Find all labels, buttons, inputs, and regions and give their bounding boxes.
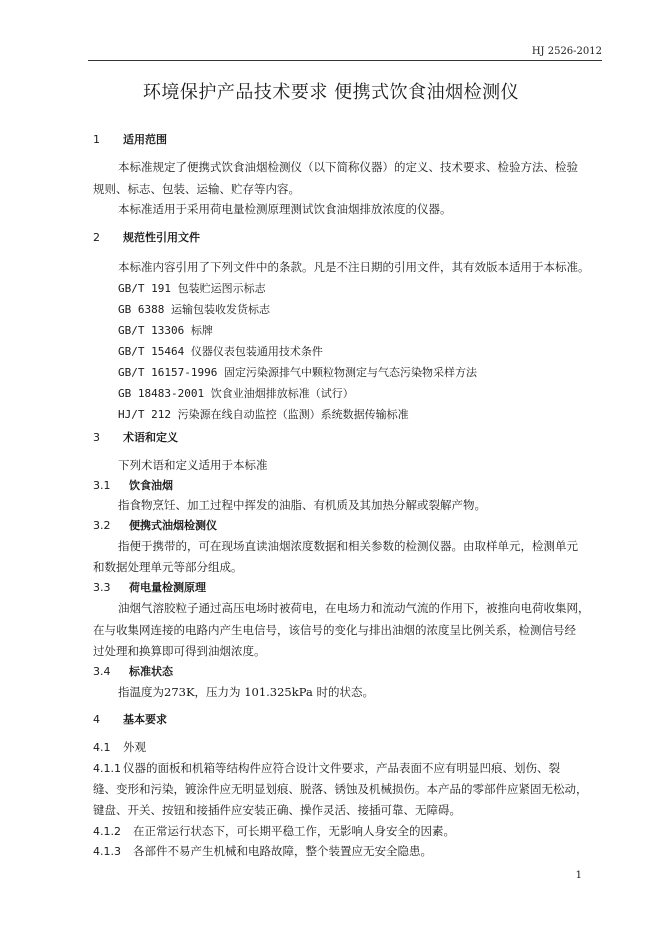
term-3-4-heading <box>93 666 173 677</box>
clause-text: 各部件不易产生机械和电路故障，整个装置应无安全隐患。 <box>133 844 432 858</box>
definition-line: 指温度为273K，压力为 101.325kPa 时的状态。 <box>118 685 374 699</box>
section-2-heading <box>93 232 200 243</box>
page-number: 1 <box>575 870 582 881</box>
clause-number: 4.1.2 <box>93 825 121 838</box>
term-title: 标准状态 <box>129 665 173 678</box>
section-title: 适用范围 <box>123 133 167 146</box>
definition-line: 和数据处理单元等部分组成。 <box>93 560 243 574</box>
reference-item: GB/T 13306 标牌 <box>118 324 213 337</box>
section-title: 基本要求 <box>123 713 167 726</box>
term-title: 荷电量检测原理 <box>129 581 206 594</box>
term-number: 3.2 <box>93 519 111 532</box>
definition-line: 过处理和换算即可得到油烟浓度。 <box>93 644 266 658</box>
term-3-3-heading <box>93 582 206 593</box>
reference-item: GB 18483-2001 饮食业油烟排放标准（试行） <box>118 387 354 400</box>
term-3-1-heading <box>93 480 173 491</box>
section-number: 1 <box>93 133 100 146</box>
paragraph-line: 规则、标志、包装、运输、贮存等内容。 <box>93 182 300 196</box>
subsection-4-1-heading <box>93 742 146 754</box>
document-title: 环境保护产品技术要求 便携式饮食油烟检测仪 <box>142 82 520 103</box>
clause-number: 4.1.1 <box>93 762 121 775</box>
reference-item: GB/T 16157-1996 固定污染源排气中颗粒物测定与气态污染物采样方法 <box>118 366 477 379</box>
reference-item: HJ/T 212 污染源在线自动监控（监测）系统数据传输标准 <box>118 408 409 421</box>
paragraph-line: 下列术语和定义适用于本标准 <box>118 458 268 472</box>
clause-4-1-3 <box>93 846 432 858</box>
section-4-heading <box>93 714 167 725</box>
paragraph-line: 本标准规定了便携式饮食油烟检测仪（以下简称仪器）的定义、技术要求、检验方法、检验 <box>118 160 578 174</box>
term-number: 3.3 <box>93 581 111 594</box>
definition-line: 在与收集网连接的电路内产生电信号，该信号的变化与排出油烟的浓度呈比例关系，检测信号经 <box>93 623 576 637</box>
term-3-2-heading <box>93 520 217 531</box>
clause-4-1-1 <box>93 763 560 775</box>
clause-text: 在正常运行状态下，可长期平稳工作，无影响人身安全的因素。 <box>133 824 455 838</box>
section-number: 2 <box>93 231 100 244</box>
header-rule <box>88 60 602 61</box>
term-number: 3.1 <box>93 479 111 492</box>
definition-line: 指便于携带的，可在现场直读油烟浓度数据和相关参数的检测仪器。由取样单元，检测单元 <box>118 539 578 553</box>
section-1-heading <box>93 134 167 145</box>
term-title: 饮食油烟 <box>129 479 173 492</box>
clause-4-1-2 <box>93 826 455 838</box>
term-title: 便携式油烟检测仪 <box>129 519 217 532</box>
clause-text: 仪器的面板和机箱等结构件应符合设计文件要求，产品表面不应有明显凹痕、划伤、裂 <box>123 761 560 775</box>
term-number: 3.4 <box>93 665 111 678</box>
subsection-number: 4.1 <box>93 741 111 754</box>
section-title: 术语和定义 <box>123 431 178 444</box>
section-number: 4 <box>93 713 100 726</box>
reference-item: GB 6388 运输包装收发货标志 <box>118 303 270 316</box>
clause-line: 缝、变形和污染，镀涂件应无明显划痕、脱落、锈蚀及机械损伤。本产品的零部件应紧固无松动， <box>93 782 588 796</box>
section-3-heading <box>93 432 178 443</box>
reference-item: GB/T 15464 仪器仪表包装通用技术条件 <box>118 345 323 358</box>
section-number: 3 <box>93 431 100 444</box>
definition-line: 指食物烹饪、加工过程中挥发的油脂、有机质及其加热分解或裂解产物。 <box>118 498 486 512</box>
reference-item: GB/T 191 包装贮运图示标志 <box>118 282 266 295</box>
definition-line: 油烟气溶胶粒子通过高压电场时被荷电，在电场力和流动气流的作用下，被推向电荷收集网， <box>118 601 590 615</box>
clause-number: 4.1.3 <box>93 845 121 858</box>
paragraph-line: 本标准适用于采用荷电量检测原理测试饮食油烟排放浓度的仪器。 <box>118 202 452 216</box>
clause-line: 键盘、开关、按钮和接插件应安装正确、操作灵活、接插可靠、无障碍。 <box>93 803 461 817</box>
standard-number: HJ 2526-2012 <box>531 46 602 57</box>
section-title: 规范性引用文件 <box>123 231 200 244</box>
subsection-title: 外观 <box>123 740 146 754</box>
paragraph-line: 本标准内容引用了下列文件中的条款。凡是不注日期的引用文件，其有效版本适用于本标准。 <box>118 260 590 274</box>
